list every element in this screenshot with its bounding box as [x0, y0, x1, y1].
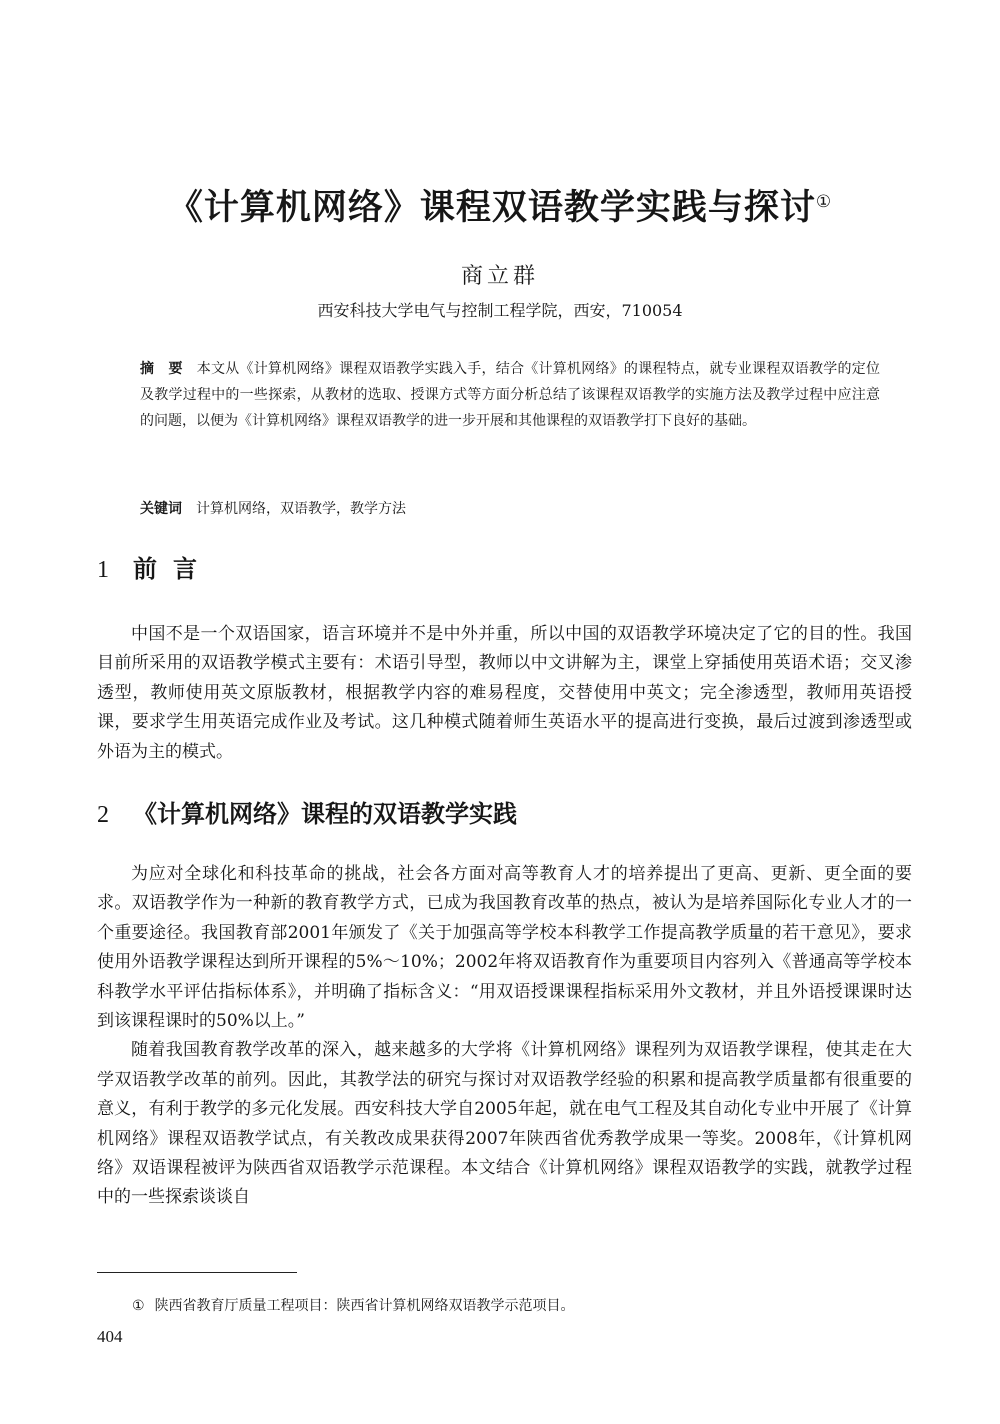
section-1-heading	[97, 553, 213, 586]
title-footnote-mark: ①	[815, 192, 833, 212]
section-1-title: 前言	[133, 555, 213, 583]
footnote	[132, 1296, 575, 1316]
footnote-mark: ①	[132, 1298, 145, 1314]
paper-title-text: 《计算机网络》课程双语教学实践与探讨	[167, 188, 816, 228]
footnote-text: 陕西省教育厅质量工程项目：陕西省计算机网络双语教学示范项目。	[154, 1298, 575, 1314]
section-2-body	[97, 860, 912, 1213]
author-name: 商立群	[460, 264, 539, 289]
section-2-paragraph-2: 随着我国教育教学改革的深入，越来越多的大学将《计算机网络》课程列为双语教学课程，使其走在大学双语教学改革的前列。因此，其教学法的研究与探讨对双语教学经验的积累和提高教学质量都有很重要的意义，有利于教学的多元化发展。西安科技大学自2005年起，就在电气工程及其自动化专业中开展了《计算机网络》课程双语教学试点，有关教改成果获得2007年陕西省优秀教学成果一等奖。2008年，《计算机网络》双语课程被评为陕西省双语教学示范课程。本文结合《计算机网络》课程双语教学的实践，就教学过程中的一些探索谈谈自	[97, 1040, 912, 1208]
section-2-paragraph-1: 为应对全球化和科技革命的挑战，社会各方面对高等教育人才的培养提出了更高、更新、更全面的要求。双语教学作为一种新的教育教学方式，已成为我国教育改革的热点，被认为是培养国际化专业人才的一个重要途径。我国教育部2001年颁发了《关于加强高等学校本科教学工作提高教学质量的若干意见》，要求使用外语教学课程达到所开课程的5%～10%；2002年将双语教育作为重要项目内容列入《普通高等学校本科教学水平评估指标体系》，并明确了指标含义：“用双语授课课程指标采用外文教材，并且外语授课课时达到该课程课时的50%以上。”	[97, 864, 912, 1032]
section-2-number: 2	[97, 802, 109, 828]
abstract	[140, 356, 880, 434]
page-number: 404	[97, 1327, 123, 1346]
paper-title	[0, 186, 1000, 230]
abstract-text: 本文从《计算机网络》课程双语教学实践入手，结合《计算机网络》的课程特点，就专业课程双语教学的定位及教学过程中的一些探索，从教材的选取、授课方式等方面分析总结了该课程双语教学的实施方法及教学过程中应注意的问题，以便为《计算机网络》课程双语教学的进一步开展和其他课程的双语教学打下良好的基础。	[140, 361, 881, 429]
author-affiliation: 西安科技大学电气与控制工程学院，西安，710054	[317, 301, 683, 320]
section-2-title: 《计算机网络》课程的双语教学实践	[133, 800, 517, 828]
keywords-label: 关键词	[140, 501, 182, 517]
keywords-text: 计算机网络，双语教学，教学方法	[196, 501, 406, 517]
section-1-paragraph-1: 中国不是一个双语国家，语言环境并不是中外并重，所以中国的双语教学环境决定了它的目的性。我国目前所采用的双语教学模式主要有：术语引导型，教师以中文讲解为主，课堂上穿插使用英语术语；交叉渗透型，教师使用英文原版教材，根据教学内容的难易程度，交替使用中英文；完全渗透型，教师用英语授课，要求学生用英语完成作业及考试。这几种模式随着师生英语水平的提高进行变换，最后过渡到渗透型或外语为主的模式。	[97, 624, 912, 762]
footnote-divider	[97, 1272, 297, 1273]
section-1-body	[97, 620, 912, 767]
abstract-label: 摘 要	[140, 361, 183, 377]
keywords	[140, 497, 880, 521]
section-2-heading	[97, 798, 517, 831]
section-1-number: 1	[97, 557, 109, 583]
